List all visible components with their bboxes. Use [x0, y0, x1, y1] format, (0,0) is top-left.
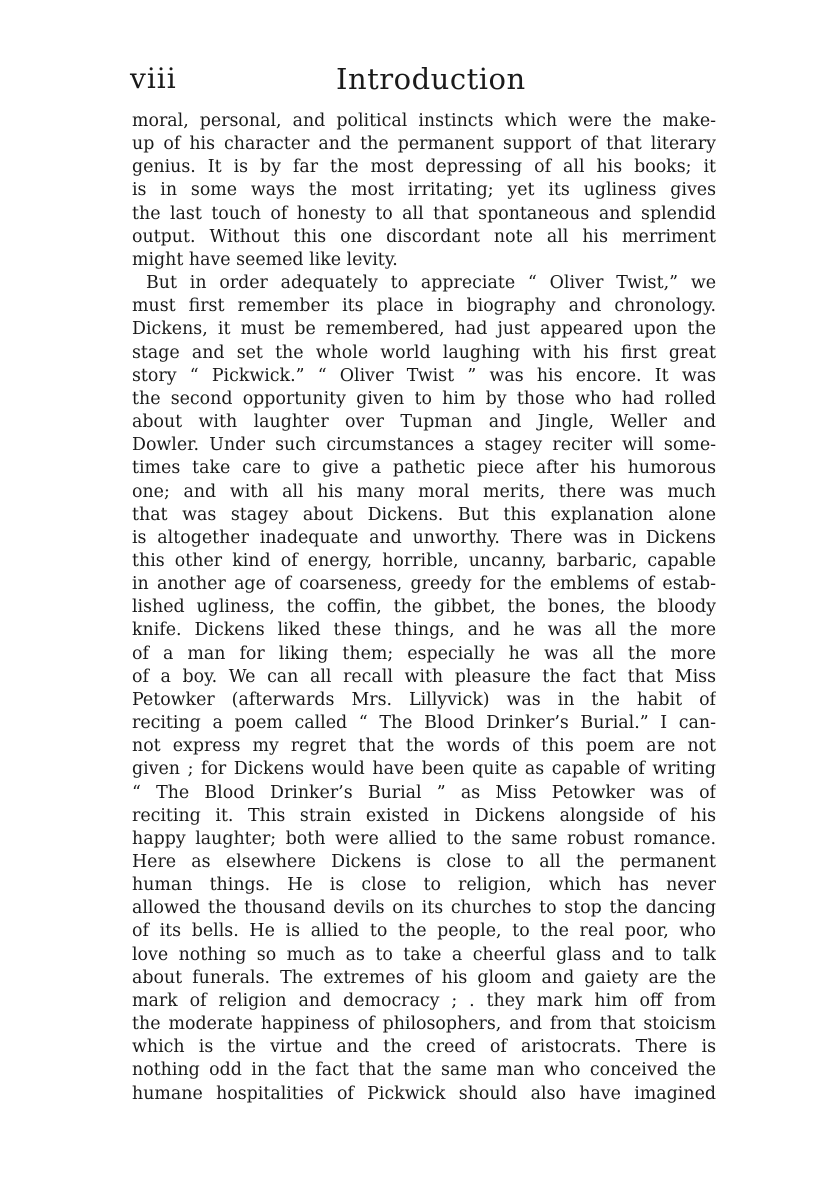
- text-line: not express my regret that the words of this poem are not: [132, 736, 716, 757]
- text-line: mark of religion and democracy ; . they mark him off from: [132, 990, 716, 1011]
- text-line: genius. It is by far the most depressing of all his books; it: [132, 157, 716, 178]
- text-line: nothing odd in the fact that the same man who conceived the: [132, 1060, 716, 1081]
- text-line: is altogether inadequate and unworthy. There was in Dickens: [132, 527, 716, 548]
- text-line: lished ugliness, the coffin, the gibbet, the bones, the bloody: [132, 597, 716, 618]
- text-line: reciting it. This strain existed in Dickens alongside of his: [132, 805, 716, 826]
- text-line: the second opportunity given to him by those who had rolled: [132, 388, 716, 409]
- text-line: stage and set the whole world laughing with his first great: [132, 342, 716, 363]
- text-line: human things. He is close to religion, which has never: [132, 875, 716, 896]
- text-line: Here as elsewhere Dickens is close to all the permanent: [132, 852, 716, 872]
- text-line: output. Without this one discordant note all his merriment: [132, 226, 716, 247]
- text-line: Petowker (afterwards Mrs. Lillyvick) was in the habit of: [132, 689, 716, 710]
- text-line: times take care to give a pathetic piece after his humorous: [132, 458, 716, 479]
- running-title: Introduction: [336, 62, 526, 96]
- text-line: of its bells. He is allied to the people, to the real poor, who: [132, 921, 716, 942]
- text-line: in another age of coarseness, greedy for the emblems of estab-: [132, 574, 716, 595]
- text-line: might have seemed like levity.: [132, 249, 398, 270]
- text-line: this other kind of energy, horrible, uncanny, barbaric, capable: [132, 550, 716, 571]
- text-line: “ The Blood Drinker’s Burial ” as Miss Petowker was of: [132, 782, 716, 803]
- text-line: happy laughter; both were allied to the same robust romance.: [132, 828, 716, 849]
- running-head: [130, 62, 715, 102]
- text-line: of a man for liking them; especially he was all the more: [132, 643, 716, 664]
- text-line: the last touch of honesty to all that spontaneous and splendid: [132, 203, 716, 224]
- body-text: [132, 110, 716, 1106]
- text-line: love nothing so much as to take a cheerful glass and to talk: [132, 944, 716, 965]
- text-line: given ; for Dickens would have been quite as capable of writing: [132, 759, 716, 780]
- text-line: one; and with all his many moral merits, there was much: [132, 481, 716, 502]
- text-line: knife. Dickens liked these things, and he was all the more: [132, 620, 716, 641]
- text-line: is in some ways the most irritating; yet its ugliness gives: [132, 180, 716, 201]
- text-line: which is the virtue and the creed of aristocrats. There is: [132, 1037, 716, 1058]
- text-line: the moderate happiness of philosophers, and from that stoicism: [132, 1014, 716, 1035]
- text-line: But in order adequately to appreciate “ Oliver Twist,” we: [146, 273, 716, 294]
- text-line: of a boy. We can all recall with pleasure the fact that Miss: [132, 666, 716, 687]
- text-line: reciting a poem called “ The Blood Drinker’s Burial.” I can-: [132, 713, 716, 734]
- text-line: Dowler. Under such circumstances a stagey reciter will some-: [132, 435, 716, 456]
- text-line: Dickens, it must be remembered, had just appeared upon the: [132, 319, 716, 340]
- text-line: that was stagey about Dickens. But this explanation alone: [132, 504, 716, 525]
- text-line: allowed the thousand devils on its churches to stop the dancing: [132, 898, 716, 919]
- page-number: viii: [130, 62, 177, 95]
- text-line: moral, personal, and political instincts which were the make-: [132, 111, 716, 131]
- text-line: about funerals. The extremes of his gloom and gaiety are the: [132, 967, 716, 988]
- text-line: must first remember its place in biography and chronology.: [132, 296, 716, 317]
- text-line: about with laughter over Tupman and Jingle, Weller and: [132, 412, 716, 433]
- text-line: up of his character and the permanent support of that literary: [132, 134, 716, 155]
- text-line: humane hospitalities of Pickwick should also have imagined: [132, 1083, 716, 1104]
- text-line: story “ Pickwick.” “ Oliver Twist ” was his encore. It was: [132, 365, 716, 386]
